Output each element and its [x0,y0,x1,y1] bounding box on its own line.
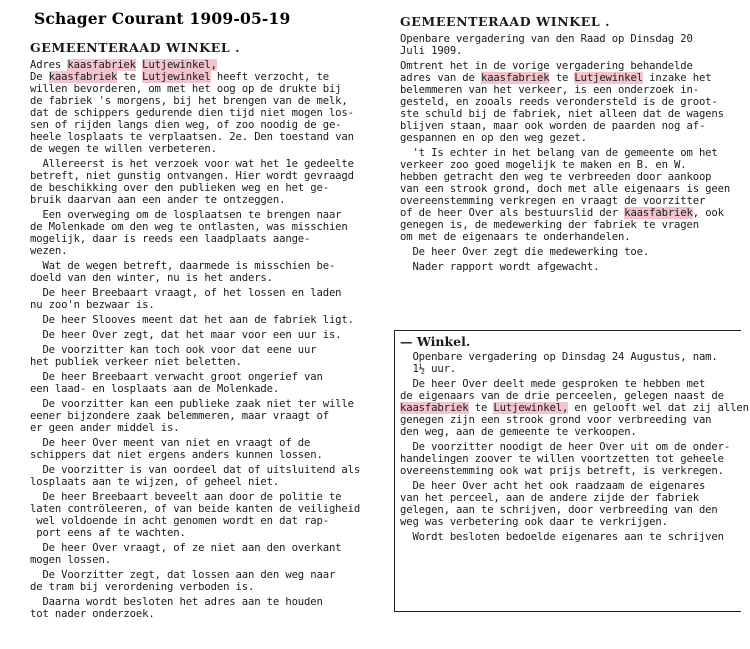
paragraph [30,59,385,155]
paragraph [30,491,385,539]
text-run: De heer Over meent van niet en vraagt of de [30,437,311,449]
text-run: hebben getracht den weg te verbreeden door aankoop [400,171,712,183]
text-run: den weg, aan de gemeente te verkoopen. [400,426,637,438]
text-run: Juli 1909. [400,45,463,57]
text-run: De heer Over acht het ook raadzaam de eigenares [400,480,706,492]
text-line [30,194,385,206]
paragraph [30,314,385,326]
right-bottom-heading: — Winkel. [400,334,471,349]
text-line [400,516,738,528]
text-run: gespannen en op den weg gezet. [400,132,587,144]
text-run: De heer Breebaart vraagt, of het lossen en laden [30,287,342,299]
text-line [30,476,385,488]
paragraph [400,60,740,144]
text-run: eener bijzondere zaak belemmeren, maar vraagt of [30,410,329,422]
text-line [30,464,385,476]
text-line [400,45,740,57]
text-run: van een strook grond, doch met alle eigenaars is geen [400,183,731,195]
text-run: er geen ander middel is. [30,422,180,434]
right-bottom-body [400,351,749,543]
text-run: De heer Breebaart verwacht groot ongerief van [30,371,323,383]
text-line [30,527,385,539]
text-line [30,143,385,155]
paragraph [400,480,738,528]
text-line [400,414,738,426]
text-line [400,120,740,132]
text-run: adres van de [400,72,481,84]
text-run: heele losplaats te verplaatsen. 2e. Den toestand van [30,131,354,143]
text-run: van het perceel, aan de andere zijde der fabriek [400,492,699,504]
text-run: heeft verzocht, te [210,71,329,83]
text-line [30,371,385,383]
text-line [400,363,738,375]
text-line [400,261,740,273]
paragraph [400,33,740,57]
text-run: en gelooft wel dat zij allen [568,402,749,414]
text-run: Een overweging om de losplaatsen te brengen naar [30,209,342,221]
text-line [400,351,738,363]
text-run: De heer Over vraagt, of ze niet aan den overkant [30,542,342,554]
text-line [400,426,738,438]
text-line [400,60,740,72]
text-run: De voorzitter kan toch ook voor dat eene uur [30,344,317,356]
highlighted-term: kaasfabriek [67,59,136,71]
text-line [30,221,385,233]
text-line [400,480,738,492]
paragraph [400,441,738,477]
text-run: willen bevorderen, om met het oog op de drukte bij [30,83,342,95]
text-run: mogen lossen. [30,554,111,566]
text-line [30,83,385,95]
text-line [30,158,385,170]
text-line [30,542,385,554]
text-run: te [549,72,575,84]
text-line [400,207,740,219]
text-run: Wordt besloten bedoelde eigenares aan te schrijven [400,531,724,543]
text-run: , ook [692,207,724,219]
text-line [400,492,738,504]
paragraph [400,351,738,375]
text-run: te [117,71,143,83]
text-line [400,84,740,96]
text-run: wel voldoende in acht genomen wordt en dat rap- [30,515,329,527]
text-run: belemmeren van het verkeer, is een onderzoek in- [400,84,699,96]
text-run: De voorzitter is van oordeel dat of uitsluitend als [30,464,361,476]
text-line [400,159,740,171]
text-run: de tram bij verordening verboden is. [30,581,255,593]
text-run: nu zoo'n bezwaar is. [30,299,155,311]
text-line [30,272,385,284]
text-run: gesteld, en zooals reeds verondersteld is de groot- [400,96,718,108]
highlighted-term: Lutjewinkel, [142,59,217,71]
text-run: 1½ uur. [400,363,457,375]
text-line [30,422,385,434]
paragraph [400,531,738,543]
text-run: tot nader onderzoek. [30,608,155,620]
left-article-body [30,59,385,620]
text-line [400,183,740,195]
text-run: Openbare vergadering op Dinsdag 24 Augustus, nam. [400,351,718,363]
text-run: Adres [30,59,68,71]
text-run: port eens af te wachten. [30,527,186,539]
right-top-heading: GEMEENTERAAD WINKEL . [400,14,611,29]
text-line [30,569,385,581]
text-line [30,437,385,449]
newspaper-source-title: Schager Courant 1909-05-19 [34,9,291,28]
text-run: laten contröleeren, of van beide kanten de veiligheid [30,503,361,515]
text-run: bruik daarvan aan een ander te ontzeggen. [30,194,286,206]
text-run: De [30,71,49,83]
paragraph [30,596,385,620]
text-line [30,449,385,461]
text-line [30,410,385,422]
text-run: inzake het [642,72,712,84]
text-line [30,71,385,83]
text-line [400,465,738,477]
text-run: De heer Slooves meent dat het aan de fabriek ligt. [30,314,354,326]
text-run: losplaats aan te wijzen, of geheel niet. [30,476,280,488]
text-line [30,344,385,356]
text-line [400,219,740,231]
paragraph [30,542,385,566]
right-article-top [400,14,740,276]
text-run: De voorzitter noodigt de heer Over uit om de onder- [400,441,731,453]
text-line [30,131,385,143]
text-line [30,314,385,326]
left-article-heading: GEMEENTERAAD WINKEL . [30,40,241,55]
text-line [30,554,385,566]
text-run: De heer Breebaart beveelt aan door de politie te [30,491,342,503]
text-run: genegen is, de medewerking der fabriek te vragen [400,219,699,231]
text-run: overeenstemming ook wat prijs betreft, is verkregen. [400,465,724,477]
text-line [30,581,385,593]
text-run: doeld van den winter, nu is het anders. [30,272,273,284]
text-run: overeenstemming verkregen en vraagt de voorzitter [400,195,706,207]
text-run: Allereerst is het verzoek voor wat het 1e gedeelte [30,158,354,170]
text-line [30,503,385,515]
text-line [30,356,385,368]
text-line [400,72,740,84]
text-line [30,383,385,395]
text-line [30,182,385,194]
text-run: genegen zijn een strook grond voor verbreeding van [400,414,712,426]
text-run: Daarna wordt besloten het adres aan te houden [30,596,323,608]
text-line [400,531,738,543]
text-run: te [468,402,494,414]
text-run: De voorzitter kan een publieke zaak niet ter wille [30,398,354,410]
paragraph [30,398,385,434]
text-line [400,132,740,144]
text-run: de eigenaars van de drie perceelen, gelegen naast de [400,390,724,402]
text-run: De heer Over zegt die medewerking toe. [400,246,650,258]
text-run: 't Is echter in het belang van de gemeente om het [400,147,718,159]
text-line [30,491,385,503]
text-run: De heer Over zegt, dat het maar voor een uur is. [30,329,342,341]
text-run: Nader rapport wordt afgewacht. [400,261,600,273]
highlighted-term: Lutjewinkel [574,72,643,84]
text-run: De heer Over deelt mede gesproken te hebben met [400,378,706,390]
text-run: een laad- en losplaats aan de Molenkade. [30,383,280,395]
text-run: handelingen zoover te willen voortzetten tot geheele [400,453,724,465]
text-run: dat de schippers gedurende dien tijd niet mogen los- [30,107,354,119]
paragraph [400,378,749,438]
text-line [400,96,740,108]
text-line [400,378,738,390]
highlighted-term: Lutjewinkel [142,71,211,83]
paragraph [30,329,385,341]
text-run: het publiek verkeer niet beletten. [30,356,242,368]
paragraph [400,246,740,258]
text-run: de wegen te willen verbeteren. [30,143,217,155]
text-line [400,246,740,258]
right-top-body [400,33,740,273]
text-line [400,33,740,45]
text-run: om met de eigenaars te onderhandelen. [400,231,631,243]
text-line [400,171,740,183]
text-line [30,245,385,257]
text-line [30,233,385,245]
text-line [400,147,740,159]
text-run: betreft, niet gunstig ontvangen. Hier wordt gevraagd [30,170,354,182]
paragraph [30,209,385,257]
text-line [400,231,740,243]
text-line [400,402,749,414]
text-line [400,441,738,453]
text-line [30,95,385,107]
text-line [30,119,385,131]
text-line [30,107,385,119]
text-line [30,596,385,608]
text-run: ste schuld bij de fabriek, niet alleen dat de wagens [400,108,724,120]
text-run: Omtrent het in de vorige vergadering behandelde [400,60,693,72]
text-run: De Voorzitter zegt, dat lossen aan den weg naar [30,569,336,581]
text-run: blijven staan, maar ook worden de paarden nog af- [400,120,706,132]
text-line [30,398,385,410]
text-run: weg was verbetering ook daar te verkrijgen. [400,516,668,528]
text-run: gelegen, aan te schrijven, door verbreeding van den [400,504,718,516]
text-line [30,287,385,299]
highlighted-term: kaasfabriek [624,207,693,219]
text-run: wezen. [30,245,68,257]
paragraph [30,464,385,488]
paragraph [30,569,385,593]
text-line [400,195,740,207]
paragraph [30,287,385,311]
paragraph [30,344,385,368]
text-line [400,108,740,120]
highlighted-term: kaasfabriek [400,402,469,414]
paragraph [30,158,385,206]
text-run: mogelijk, daar is reeds een laadplaats aange- [30,233,311,245]
text-run: verkeer zoo goed mogelijk te maken en B. en W. [400,159,687,171]
paragraph [400,147,740,243]
text-line [30,329,385,341]
text-run: of de heer Over als bestuurslid der [400,207,625,219]
text-run: schippers dat niet ergens anders kunnen lossen. [30,449,323,461]
text-run: sen of rijden langs dien weg, of zoo noodig de ge- [30,119,342,131]
text-line [400,504,738,516]
highlighted-term: Lutjewinkel, [493,402,569,414]
text-line [400,453,738,465]
highlighted-term: kaasfabriek [480,72,550,84]
highlighted-term: kaasfabriek [48,71,118,83]
paragraph [30,371,385,395]
left-article [30,40,385,623]
text-line [30,209,385,221]
right-article-bottom [400,334,749,546]
text-line [400,390,738,402]
text-line [30,515,385,527]
text-line [30,260,385,272]
paragraph [30,260,385,284]
text-run: de beschikking over den publieken weg en het ge- [30,182,329,194]
text-line [30,299,385,311]
paragraph [30,437,385,461]
text-run: Openbare vergadering van den Raad op Dinsdag 20 [400,33,693,45]
text-line [30,608,385,620]
text-run: de Molenkade om den weg te ontlasten, was misschien [30,221,348,233]
text-line [30,170,385,182]
text-run: de fabriek 's morgens, bij het brengen van de melk, [30,95,348,107]
paragraph [400,261,740,273]
text-line [30,59,385,71]
text-run: Wat de wegen betreft, daarmede is misschien be- [30,260,336,272]
